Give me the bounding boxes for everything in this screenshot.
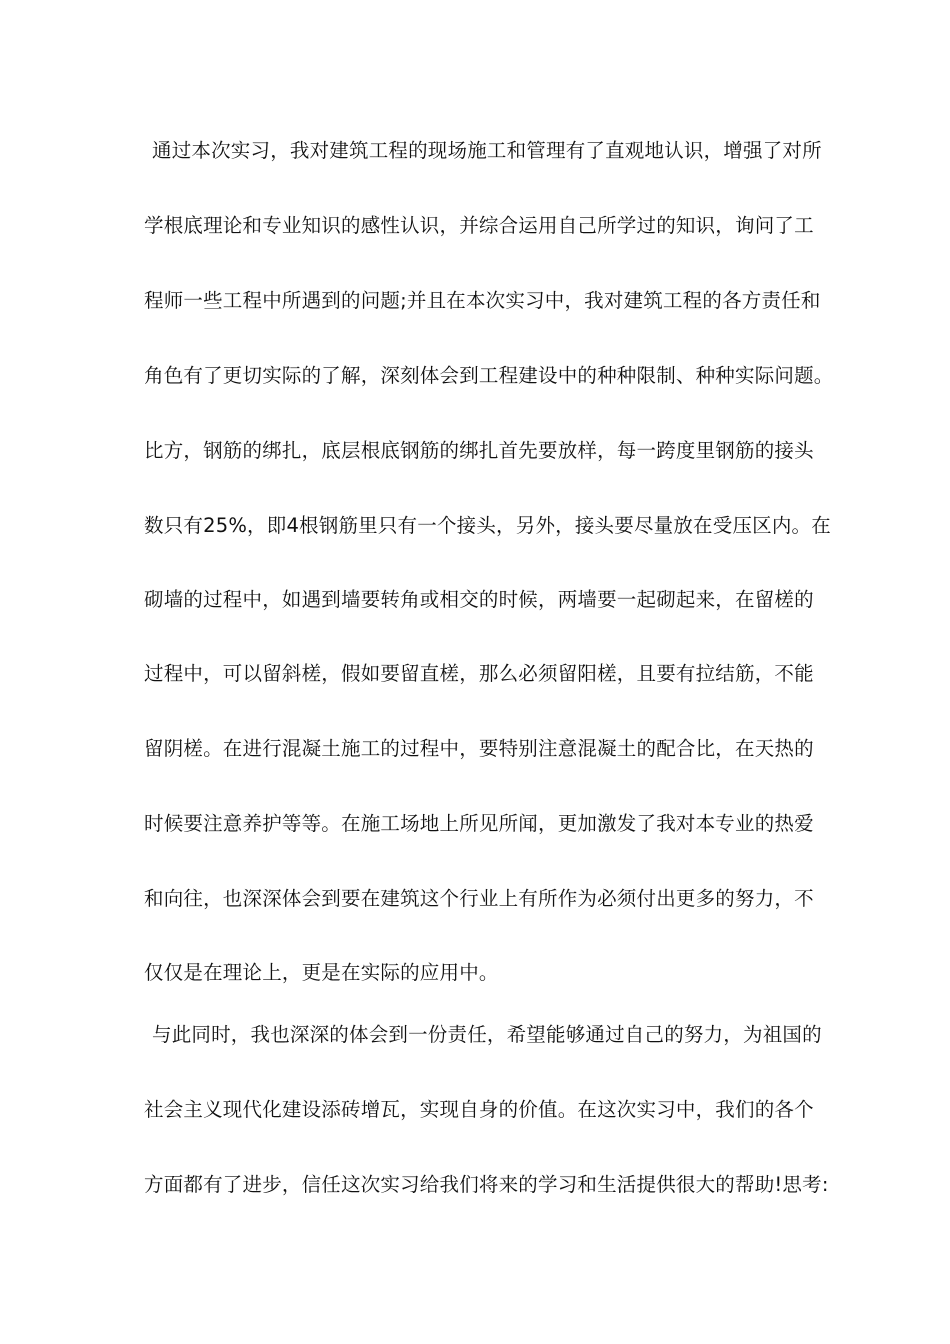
paragraph-1-line-11: 和向往，也深深体会到要在建筑这个行业上有所作为必须付出更多的努力，不 [144,887,814,910]
paragraph-2-line-1: 与此同时，我也深深的体会到一份责任，希望能够通过自己的努力，为祖国的 [152,1023,822,1046]
paragraph-1-line-10: 时候要注意养护等等。在施工场地上所见所闻，更加激发了我对本专业的热爱 [144,812,814,835]
paragraph-2-line-3: 方面都有了进步，信任这次实习给我们将来的学习和生活提供很大的帮助!思考: [144,1173,829,1196]
paragraph-1-line-7: 砌墙的过程中，如遇到墙要转角或相交的时候，两墙要一起砌起来，在留槎的 [144,588,814,611]
paragraph-1-line-9: 留阴槎。在进行混凝土施工的过程中，要特别注意混凝土的配合比，在天热的 [144,737,814,760]
paragraph-1-line-2: 学根底理论和专业知识的感性认识，并综合运用自己所学过的知识，询问了工 [144,214,814,237]
paragraph-1-line-1: 通过本次实习，我对建筑工程的现场施工和管理有了直观地认识，增强了对所 [152,139,822,162]
paragraph-1-line-8: 过程中，可以留斜槎，假如要留直槎，那么必须留阳槎，且要有拉结筋，不能 [144,662,814,685]
paragraph-1-line-12: 仅仅是在理论上，更是在实际的应用中。 [144,961,499,984]
paragraph-2-line-2: 社会主义现代化建设添砖增瓦，实现自身的价值。在这次实习中，我们的各个 [144,1098,814,1121]
paragraph-1-line-3: 程师一些工程中所遇到的问题;并且在本次实习中，我对建筑工程的各方责任和 [144,289,821,312]
paragraph-1-line-6: 数只有25%，即4根钢筋里只有一个接头，另外，接头要尽量放在受压区内。在 [144,514,831,537]
paragraph-1-line-4: 角色有了更切实际的了解，深刻体会到工程建设中的种种限制、种种实际问题。 [144,364,834,387]
paragraph-1-line-5: 比方，钢筋的绑扎，底层根底钢筋的绑扎首先要放样，每一跨度里钢筋的接头 [144,439,814,462]
